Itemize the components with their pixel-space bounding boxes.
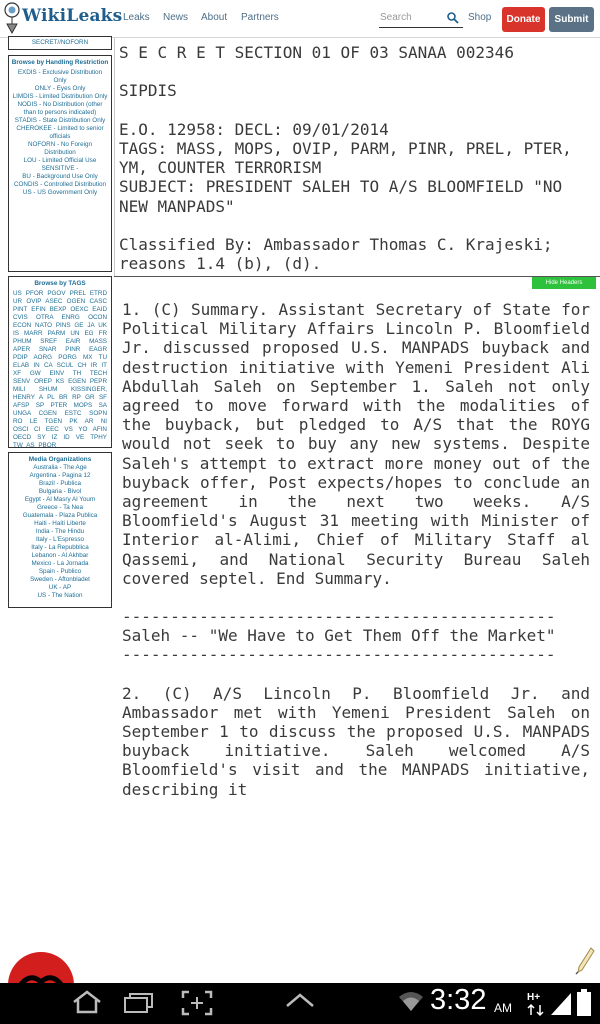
classification-box <box>8 36 112 50</box>
site-header <box>0 0 600 38</box>
media-item[interactable]: Greece - Ta Nea <box>36 504 84 511</box>
media-item[interactable]: Lebanon - Al Akhbar <box>31 552 89 559</box>
clock-time: 3:32 <box>430 984 487 1016</box>
media-item[interactable]: Haiti - Haiti Liberte <box>34 520 86 527</box>
search-input[interactable]: Search <box>379 10 463 28</box>
restriction-item[interactable]: ONLY - Eyes Only <box>34 85 86 92</box>
media-title: Media Organizations <box>28 456 92 463</box>
restriction-item[interactable]: NODIS - No Distribution (other than to persons indicated) <box>17 101 103 116</box>
section-title: Saleh -- "We Have to Get Them Off the Market" <box>122 626 556 646</box>
media-item[interactable]: US - The Nation <box>37 592 83 599</box>
cable-headers <box>114 38 600 276</box>
restriction-item[interactable]: BU - Background Use Only <box>22 173 98 180</box>
screenshot-icon[interactable] <box>180 989 214 1017</box>
media-item[interactable]: Italy - La Repubblica <box>31 544 89 551</box>
media-item[interactable]: Argentina - Pagina 12 <box>29 472 91 479</box>
signal-icon <box>549 989 573 1017</box>
tags-box <box>8 276 112 448</box>
restriction-item[interactable]: SENSITIVE - <box>41 165 79 172</box>
media-box <box>8 452 112 608</box>
paragraph-summary: 1. (C) Summary. Assistant Secretary of State for Political Military Affairs Lincoln P. Bloomfield Jr. discussed proposed U.S. MANPADS buyback and destruction initiative with Yemeni President Ali Abdullah Saleh on September 1. Saleh not only agreed to move forward with the modalities of the buyback, but pledged to A/S that the ROYG would not seek to buy any new systems. Despite Saleh's attempt to extract more money out of the buyback offer, Post expects/hopes to conclude an agreement in the next two weeks. A/S Bloomfield's August 31 meeting with Minister of Interior al-Alimi, Chief of Military Staff al Qassemi, and National Security Bureau Saleh covered septel. End Summary. <box>122 300 590 588</box>
nav-about[interactable]: About <box>201 12 228 23</box>
restriction-title: Browse by Handling Restriction <box>11 59 109 66</box>
media-item[interactable]: Italy - L'Espresso <box>35 536 85 543</box>
restriction-item[interactable]: CONDIS - Controlled Distribution <box>13 181 107 188</box>
media-item[interactable]: Sweden - Aftonbladet <box>30 576 90 583</box>
cable-body <box>122 300 590 799</box>
restriction-item[interactable]: LIMDIS - Limited Distribution Only <box>12 93 108 100</box>
svg-text:H+: H+ <box>527 992 541 1003</box>
header-divider <box>114 276 600 277</box>
section-rule-bottom: --------------------------------------------- <box>122 645 556 665</box>
media-item[interactable]: Guatemala - Plaza Publica <box>22 512 98 519</box>
wikileaks-logo-icon[interactable] <box>3 2 21 34</box>
media-item[interactable]: Mexico - La Jornada <box>31 560 89 567</box>
android-system-bar <box>0 983 600 1024</box>
media-item[interactable]: Spain - Publico <box>38 568 82 575</box>
nav-news[interactable]: News <box>163 12 189 23</box>
nav-partners[interactable]: Partners <box>241 12 279 23</box>
tags-title: Browse by TAGS <box>34 280 86 287</box>
brand-name[interactable]: WikiLeaks <box>22 6 123 26</box>
cable-header-text: S E C R E T SECTION 01 OF 03 SANAA 002346 SIPDIS E.O. 12958: DECL: 09/01/2014 TAGS: MASS, MOPS, OVIP, PARM, PINR, PREL, PTER, YM, COUNTER TERRORISM SUBJECT: PRESIDENT SALEH TO A/S BLOOMFIELD "NO NEW MANPADS" Classified By: Ambassador Thomas C. Krajeski; reasons 1.4 (b), (d). <box>119 43 572 274</box>
paragraph-two: 2. (C) A/S Lincoln P. Bloomfield Jr. and Ambassador met with Yemeni President Saleh on September 1 to discuss the proposed U.S. MANPADS buyback initiative. Saleh welcomed A/S Bloomfield's visit and the MANPADS initiative, describing it <box>122 683 590 799</box>
battery-icon <box>576 989 592 1017</box>
search-icon[interactable] <box>446 11 460 25</box>
restriction-item[interactable]: US - US Government Only <box>22 189 98 196</box>
pen-icon[interactable] <box>574 946 596 976</box>
media-item[interactable]: India - The Hindu <box>35 528 85 535</box>
wifi-icon <box>397 989 425 1013</box>
hide-headers-button[interactable]: Hide Headers <box>532 277 596 289</box>
submit-button[interactable]: Submit <box>549 7 594 32</box>
nav-leaks[interactable]: Leaks <box>123 12 150 23</box>
media-item[interactable]: UK - AP <box>48 584 72 591</box>
chevron-up-icon[interactable] <box>284 989 316 1011</box>
data-hplus-icon <box>526 989 548 1017</box>
restriction-item[interactable]: STADIS - State Distribution Only <box>14 117 106 124</box>
restriction-item[interactable]: EXDIS - Exclusive Distribution Only <box>17 69 103 84</box>
shop-link[interactable]: Shop <box>468 12 492 23</box>
media-item[interactable]: Egypt - Al Masry Al Youm <box>24 496 96 503</box>
restriction-item[interactable]: CHEROKEE - Limited to senior officials <box>16 125 104 140</box>
tag-list[interactable]: US PFOR PGOV PREL ETRD UR OVIP ASEC OGEN CASC PINT EFIN BEXP OEXC EAID CVIS OTRA ENRG OCON ECON NATO PINS GE JA UK IS MARR PARM UN EG FR PHUM SREF EAIR MASS APER SNAR PINR EAGR PDIP AORG PORG MX TU ELAB IN CA SCUL CH IR IT XF GW EINV TH TECH SENV OREP KS EGEN PEPR MILI SHUM KISSINGER, HENRY A PL BR RP GR SF AFSP SP PTER MOPS SA UNGA CGEN ESTC SOPN RO LE TGEN PK AR NI OSCI CI EEC VS YO AFIN OECD SY IZ ID VE TPHY TW AS PBOR <box>13 290 107 449</box>
media-item[interactable]: Australia - The Age <box>33 464 87 471</box>
restriction-item[interactable]: LOU - Limited Official Use <box>23 157 97 164</box>
section-rule-top: --------------------------------------------- <box>122 607 556 627</box>
restriction-item[interactable]: NOFORN - No Foreign Distribution <box>27 141 93 156</box>
clock-ampm: AM <box>494 1001 512 1015</box>
home-icon[interactable] <box>70 989 104 1015</box>
recent-apps-icon[interactable] <box>122 989 158 1015</box>
media-item[interactable]: Brazil - Publica <box>39 480 81 487</box>
donate-button[interactable]: Donate <box>502 7 545 32</box>
classification-label[interactable]: SECRET//NOFORN <box>31 39 89 46</box>
media-item[interactable]: Bulgaria - Bivol <box>38 488 82 495</box>
left-sidebar <box>0 38 114 983</box>
restriction-box <box>8 55 112 272</box>
cable-document <box>114 38 600 983</box>
